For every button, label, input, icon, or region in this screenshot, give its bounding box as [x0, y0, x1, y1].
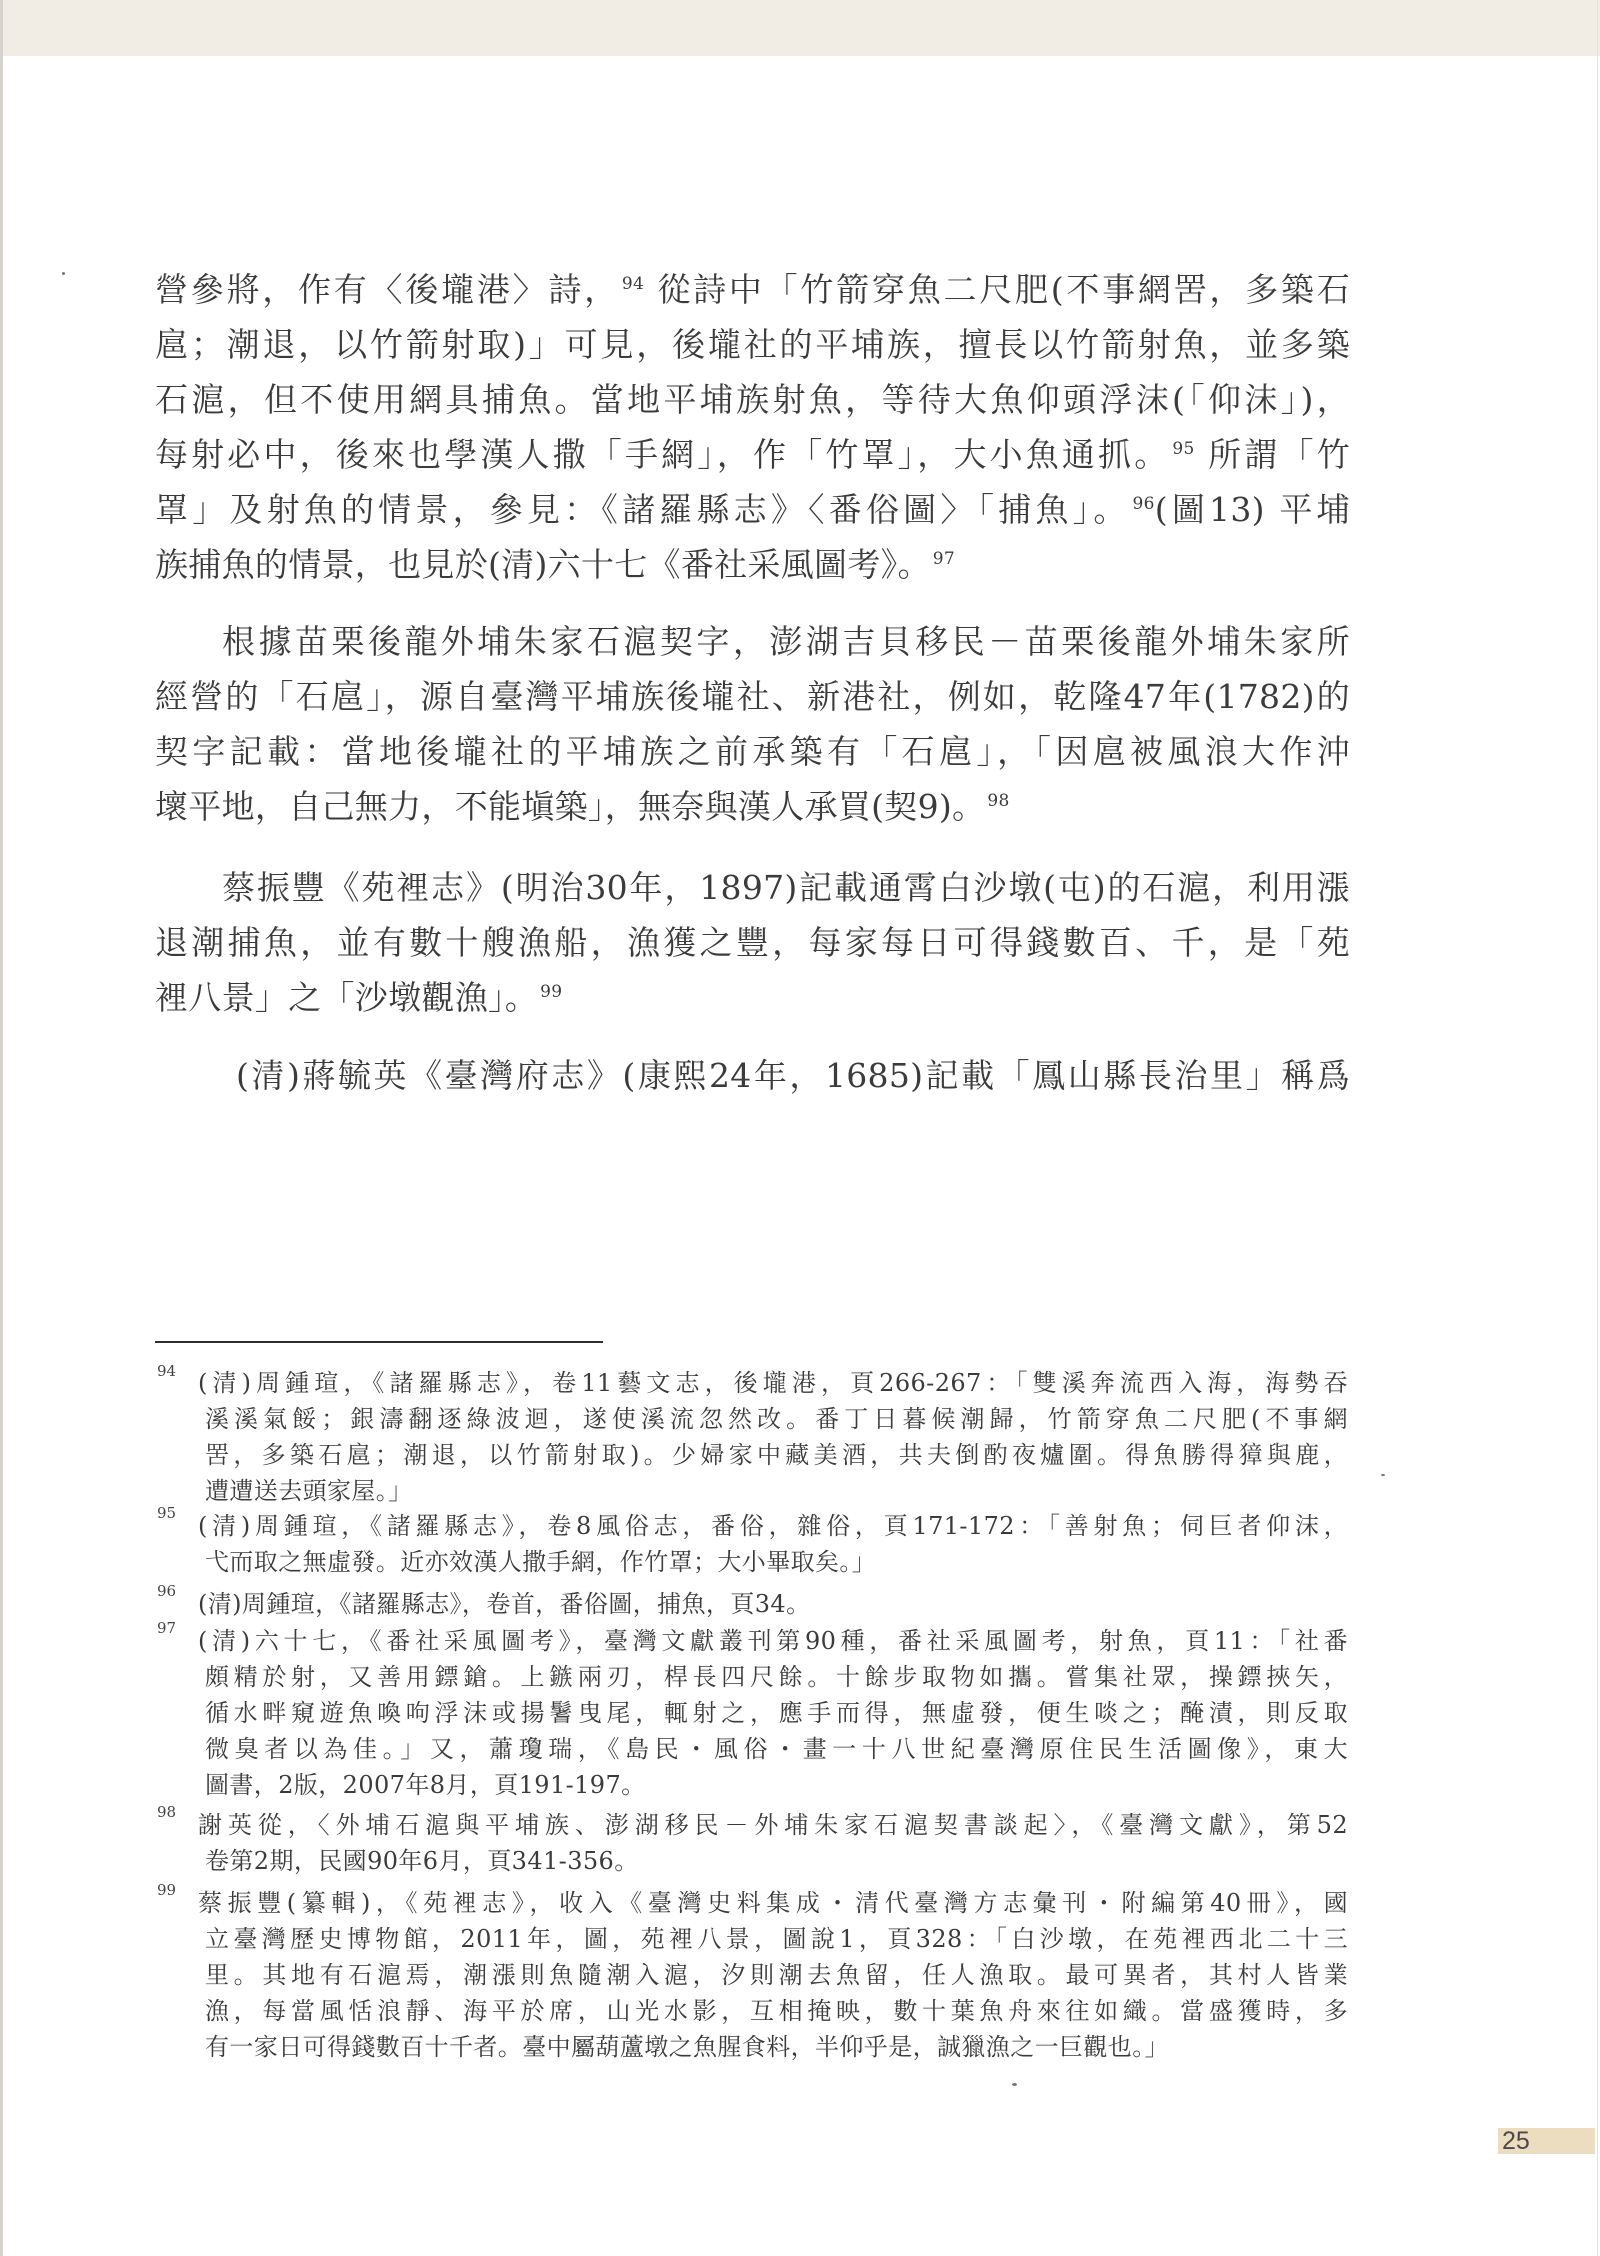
footnote-line: 謝英從，〈外埔石滬與平埔族、澎湖移民－外埔朱家石滬契書談起〉，《臺灣文獻》，第52: [198, 1811, 1348, 1839]
page-number: 25: [1502, 2127, 1530, 2155]
footnote-number: 97: [157, 1619, 177, 1637]
footnote-ref-94[interactable]: 94: [621, 274, 645, 294]
footnote-ref-99[interactable]: 99: [540, 982, 563, 1002]
body-line: [155, 545, 1350, 585]
footnote-line: 循水畔窺遊魚喚呴浮沫或揚鬐曳尾，輒射之，應手而得，無虛發，便生啖之；醃漬，則反取: [205, 1699, 1348, 1727]
line-text: 裡八景」之「沙墩觀漁」。: [155, 978, 539, 1017]
footnote-line: 頗精於射，又善用鏢鎗。上鏃兩刃，桿長四尺餘。十餘步取物如攜。嘗集社眾，操鏢挾矢，: [205, 1663, 1348, 1691]
body-line: [155, 270, 1350, 310]
footnote-number: 99: [157, 1881, 177, 1899]
footnote-line: (清)周鍾瑄，《諸羅縣志》，卷首，番俗圖，捕魚，頁34。: [198, 1590, 811, 1618]
body-line: [155, 490, 1350, 530]
footnote-number: 94: [157, 1362, 177, 1380]
footnote-number: 98: [157, 1803, 177, 1821]
footnote-line: 溪溪氣餒；銀濤翻逐綠波迴，遂使溪流忽然改。番丁日暮候潮歸，竹箭穿魚二尺肥(不事網: [205, 1405, 1348, 1433]
footnote-ref-97[interactable]: 97: [932, 549, 955, 569]
line-text: 壞平地，自己無力，不能塡築」，無奈與漢人承買(契9)。: [155, 787, 986, 826]
body-line: [155, 787, 1350, 827]
footnote-line: 漁，每當風恬浪靜、海平於席，山光水影，互相掩映，數十葉魚舟來往如織。當盛獲時，多: [205, 1997, 1348, 2025]
footnote-line: 有一家日可得錢數百十千者。臺中屬葫蘆墩之魚腥食料，半仰乎是，誠獵漁之一巨觀也。」: [205, 2033, 1169, 2061]
footnote-line: (清)周鍾瑄，《諸羅縣志》，卷8風俗志，番俗，雜俗，頁171-172：「善射魚；伺巨者仰沫，: [198, 1512, 1348, 1540]
footnote-line: 蔡振豐(纂輯)，《苑裡志》，收入《臺灣史料集成・清代臺灣方志彙刊・附編第40冊》，國: [198, 1889, 1348, 1917]
scan-right-edge: [1597, 0, 1598, 2256]
footnote-line: 罟，多築石扈；潮退，以竹箭射取)。少婦家中藏美酒，共夫倒酌夜爐圍。得魚勝得獐與鹿，: [205, 1441, 1348, 1469]
body-line: [155, 978, 1350, 1018]
scan-speck: [1381, 1474, 1385, 1476]
line-text: 所謂「竹: [1194, 435, 1350, 474]
footnote-line: 里。其地有石滬焉，潮漲則魚隨潮入滬，汐則潮去魚留，任人漁取。最可異者，其村人皆業: [205, 1961, 1348, 1989]
body-line: 根據苗栗後龍外埔朱家石滬契字，澎湖吉貝移民－苗栗後龍外埔朱家所: [222, 622, 1350, 661]
body-line: 契字記載：當地後壠社的平埔族之前承築有「石扈」，「因扈被風浪大作沖: [155, 732, 1350, 771]
line-text: 從詩中「竹箭穿魚二尺肥(不事網罟，多築石: [644, 270, 1350, 309]
footnote-line: (清)周鍾瑄，《諸羅縣志》，卷11藝文志，後壠港，頁266-267：「雙溪奔流西入海，海勢吞: [198, 1369, 1348, 1397]
footnote-number: 96: [157, 1582, 177, 1600]
body-line: 石滬，但不使用網具捕魚。當地平埔族射魚，等待大魚仰頭浮沫(「仰沫」)，: [155, 380, 1350, 419]
footnote-line: 遭遭送去頭家屋。」: [205, 1477, 413, 1505]
body-line: 經營的「石扈」，源自臺灣平埔族後壠社、新港社，例如，乾隆47年(1782)的: [155, 677, 1350, 716]
body-line: [155, 435, 1350, 475]
footnote-line: 微臭者以為佳。」又，蕭瓊瑞，《島民・風俗・畫一十八世紀臺灣原住民生活圖像》，東大: [205, 1735, 1348, 1763]
footnote-ref-96[interactable]: 96: [1132, 494, 1155, 514]
line-text: 每射必中，後來也學漢人撒「手網」，作「竹罩」，大小魚通抓。: [155, 435, 1171, 474]
footnote-line: 卷第2期，民國90年6月，頁341-356。: [205, 1847, 639, 1875]
scan-top-band: [0, 0, 1600, 56]
footnote-line: 立臺灣歷史博物館，2011年，圖，苑裡八景，圖說1，頁328：「白沙墩，在苑裡西北二十三: [205, 1925, 1348, 1953]
footnote-line: 圖書，2版，2007年8月，頁191-197。: [205, 1771, 646, 1799]
footnote-separator: [155, 1341, 603, 1343]
body-line: (清)蔣毓英《臺灣府志》(康熙24年，1685)記載「鳳山縣長治里」稱爲: [236, 1056, 1350, 1095]
footnote-line: 弋而取之無虛發。近亦效漢人撒手網，作竹罩；大小畢取矣。」: [205, 1548, 877, 1576]
footnote-ref-98[interactable]: 98: [987, 791, 1010, 811]
footnote-line: (清)六十七，《番社采風圖考》，臺灣文獻叢刊第90種，番社采風圖考，射魚，頁11：「社番: [198, 1627, 1348, 1655]
line-text: 營參將，作有〈後壠港〉詩，: [155, 270, 620, 309]
scan-speck: [1012, 2083, 1017, 2086]
line-text: 族捕魚的情景，也見於(清)六十七《番社采風圖考》。: [155, 545, 931, 584]
body-line: 扈；潮退，以竹箭射取)」可見，後壠社的平埔族，擅長以竹箭射魚，並多築: [155, 325, 1350, 364]
footnote-ref-95[interactable]: 95: [1172, 439, 1195, 459]
scan-left-edge: [0, 0, 3, 2256]
scan-speck: [62, 272, 65, 275]
body-line: 退潮捕魚，並有數十艘漁船，漁獲之豐，每家每日可得錢數百、千，是「苑: [155, 923, 1350, 962]
footnote-number: 95: [157, 1504, 177, 1522]
page-number-badge: [1498, 2128, 1595, 2154]
line-text: (圖13) 平埔: [1154, 490, 1350, 529]
body-line: 蔡振豐《苑裡志》(明治30年，1897)記載通霄白沙墩(屯)的石滬，利用漲: [222, 868, 1350, 907]
line-text: 罩」及射魚的情景，參見：《諸羅縣志》〈番俗圖〉「捕魚」。: [155, 490, 1131, 529]
